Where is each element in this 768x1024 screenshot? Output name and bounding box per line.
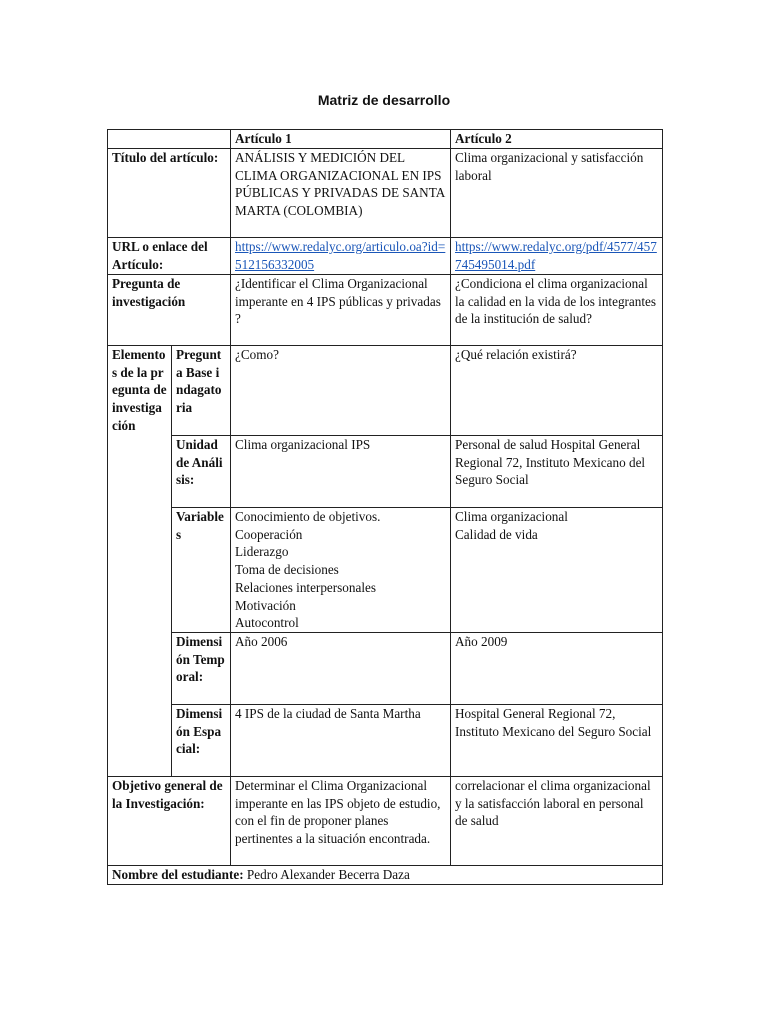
student-label: Nombre del estudiante: [112,867,244,882]
document-title: Matriz de desarrollo [317,92,451,108]
question-article-1: ¿Identificar el Clima Organizacional imperante en 4 IPS públicas y privadas ? [231,275,451,346]
variable-item: Calidad de vida [455,526,538,542]
variables-label: Variables [172,508,231,633]
variable-item: Toma de decisiones [235,562,339,578]
temporal-dimension-row [108,633,663,705]
analysis-unit-row [108,436,663,508]
header-row [108,130,663,149]
development-matrix-table [107,129,663,885]
elements-label: Elementos de la pregunta de investigación [108,346,172,777]
base-question-row [108,346,663,436]
url-label: URL o enlace del Artículo: [108,238,231,275]
title-row [108,149,663,238]
variables-article-2 [451,508,663,633]
objective-article-2: correlacionar el clima organizacional y la satisfacción laboral en personal de salud [451,777,663,866]
base-question-article-2: ¿Qué relación existirá? [451,346,663,436]
question-article-2: ¿Condiciona el clima organizacional la calidad en la vida de los integrantes de la institución de salud? [451,275,663,346]
header-article-1: Artículo 1 [231,130,451,149]
objective-label: Objetivo general de la Investigación: [108,777,231,866]
variable-item: Clima organizacional [455,509,568,524]
spatial-dimension-label: Dimensión Espacial: [172,705,231,777]
variable-item: Conocimiento de objetivos. [235,509,381,524]
variable-item: Autocontrol [235,615,299,631]
spatial-dimension-row [108,705,663,777]
temporal-dimension-article-2: Año 2009 [451,633,663,705]
title-label: Título del artículo: [108,149,231,238]
base-question-article-1: ¿Como? [231,346,451,436]
url-article-1-link[interactable]: https://www.redalyc.org/articulo.oa?id=512156332005 [235,239,446,272]
temporal-dimension-article-1: Año 2006 [231,633,451,705]
objective-row [108,777,663,866]
variables-row [108,508,663,633]
url-article-1-cell [231,238,451,275]
variable-item: Cooperación [235,526,303,542]
student-cell [108,866,663,885]
variable-item: Motivación [235,597,296,613]
analysis-unit-article-1: Clima organizacional IPS [231,436,451,508]
variable-item: Liderazgo [235,544,289,560]
header-article-2: Artículo 2 [451,130,663,149]
spatial-dimension-article-2: Hospital General Regional 72, Instituto Mexicano del Seguro Social [451,705,663,777]
base-question-label: Pregunta Base indagatoria [172,346,231,436]
title-article-1: ANÁLISIS Y MEDICIÓN DEL CLIMA ORGANIZACIONAL EN IPS PÚBLICAS Y PRIVADAS DE SANTA MARTA (COLOMBIA) [231,149,451,238]
student-name: Pedro Alexander Becerra Daza [246,867,410,882]
header-empty-cell [108,130,231,149]
url-article-2-link[interactable]: https://www.redalyc.org/pdf/4577/457745495014.pdf [455,239,657,272]
variables-article-1 [231,508,451,633]
variable-item: Relaciones interpersonales [235,579,376,595]
question-row [108,275,663,346]
spatial-dimension-article-1: 4 IPS de la ciudad de Santa Martha [231,705,451,777]
temporal-dimension-label: Dimensión Temporal: [172,633,231,705]
title-article-2: Clima organizacional y satisfacción laboral [451,149,663,238]
url-article-2-cell [451,238,663,275]
student-row [108,866,663,885]
question-label: Pregunta de investigación [108,275,231,346]
url-row [108,238,663,275]
objective-article-1: Determinar el Clima Organizacional imperante en las IPS objeto de estudio, con el fin de proponer planes pertinentes a la situación encontrada. [231,777,451,866]
analysis-unit-label: Unidad de Análisis: [172,436,231,508]
analysis-unit-article-2: Personal de salud Hospital General Regional 72, Instituto Mexicano del Seguro Social [451,436,663,508]
